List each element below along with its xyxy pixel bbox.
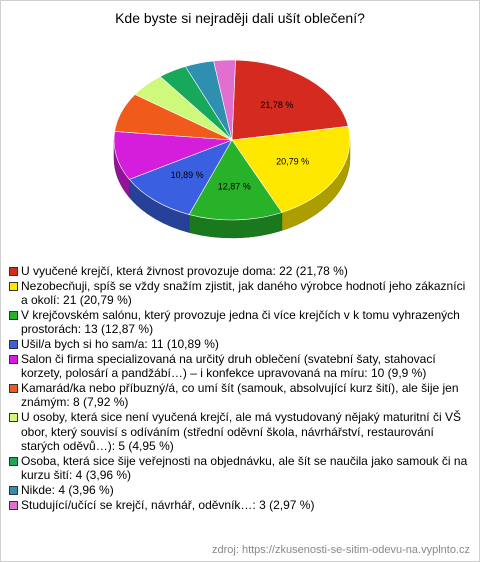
pie-slices (114, 60, 350, 220)
chart-title: Kde byste si nejraději dali ušít oblečení? (115, 10, 365, 26)
legend-swatch (9, 355, 18, 364)
pie-slice-label-2: 20,79 % (276, 156, 310, 167)
legend-label: Nezobecňuji, spíš se vždy snažím zjistit, jak daného výrobce hodnotí jeho zákazníci a okolí: 21 (20,79 %) (21, 278, 466, 308)
legend-label: Osoba, která sice šije veřejnosti na objednávku, ale šít se naučila jako samouk či na kurzu šití: 4 (3,96 %) (21, 453, 468, 483)
legend-label: Salon či firma specializovaná na určitý druh oblečení (svatební šaty, stahovací korzety, polosárí a pandžábí…) – i konfekce upravovaná na míru: 10 (9,9 %) (21, 351, 436, 381)
legend-swatch (9, 501, 18, 510)
legend-label: U vyučené krejčí, která živnost provozuje doma: 22 (21,78 %) (21, 264, 348, 278)
legend-label: Ušil/a bych si ho sam/a: 11 (10,89 %) (21, 336, 219, 351)
legend-item (9, 264, 471, 279)
legend-swatch (9, 457, 18, 466)
pie-slice-label-3: 12,87 % (217, 181, 251, 192)
legend-item (9, 337, 471, 352)
legend-swatch (9, 413, 18, 422)
legend-item (9, 381, 471, 410)
legend-label: U osoby, která sice není vyučená krejčí, ale má vystudovaný nějaký maturitní či VŠ obor, který souvisí s odíváním (střední oděvní škola, návrhářství, restaurování starých oděvů…): 5 (4,95 %) (21, 409, 461, 454)
pie-slice-label-4: 10,89 % (170, 170, 204, 181)
legend-item (9, 483, 471, 498)
legend-label: V krejčovském salónu, který provozuje jedna či více krejčích v k tomu vyhrazených prostorách: 13 (12,87 %) (21, 307, 460, 337)
legend-label: Nikde: 4 (3,96 %) (21, 482, 114, 497)
legend-item (9, 352, 471, 381)
legend-swatch (9, 267, 18, 276)
legend-label: Kamarád/ka nebo příbuzný/á, co umí šít (samouk, absolvující kurz šití), ale šije jen známým: 8 (7,92 %) (21, 380, 459, 410)
pie-slice-label-1: 21,78 % (260, 99, 294, 110)
legend-swatch (9, 340, 18, 349)
legend-item (9, 308, 471, 337)
legend-item (9, 498, 471, 513)
legend (9, 264, 471, 512)
legend-item (9, 279, 471, 308)
source-link[interactable]: zdroj: https://zkusenosti-se-sitim-odevu-na.vyplnto.cz (212, 544, 470, 556)
legend-swatch (9, 486, 18, 495)
legend-label: Studující/učící se krejčí, návrhář, oděvník…: 3 (2,97 %) (21, 497, 315, 512)
legend-item (9, 454, 471, 483)
pie-chart (0, 40, 480, 250)
legend-swatch (9, 282, 18, 291)
legend-swatch (9, 384, 18, 393)
legend-swatch (9, 311, 18, 320)
legend-item (9, 410, 471, 454)
